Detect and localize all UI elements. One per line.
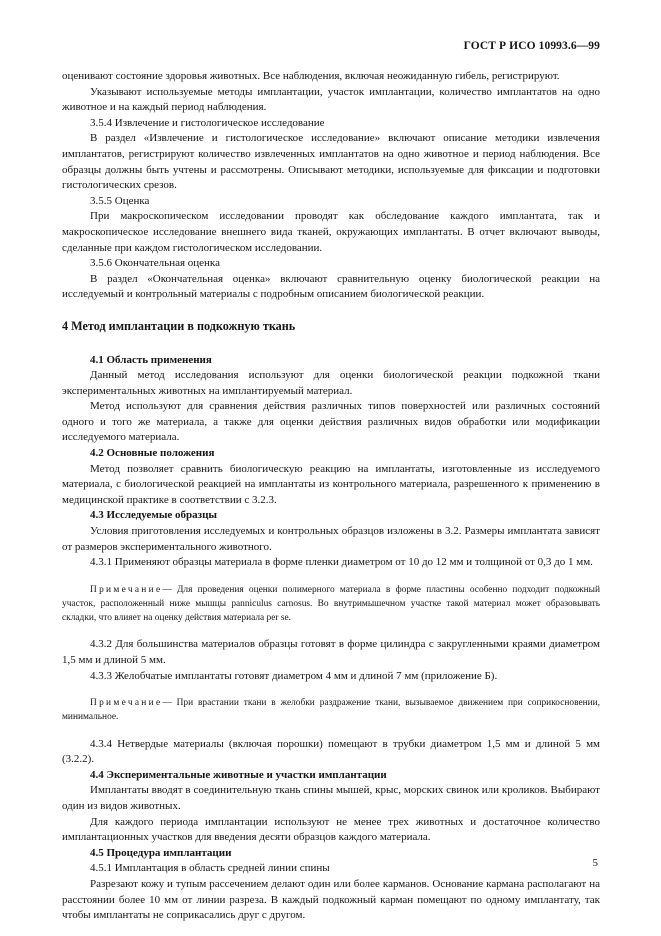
document-header: ГОСТ Р ИСО 10993.6—99 bbox=[463, 40, 600, 52]
paragraph: 4.3.4 Нетвердые материалы (включая порошки) помещают в трубки диаметром 1,5 мм и длиной 5 мм (3.2.2). bbox=[62, 737, 600, 766]
clause-heading: 4.2 Основные положения bbox=[90, 447, 215, 460]
paragraph: Указывают используемые методы имплантации, участок имплантации, количество имплантатов на одно животное и на каждый период наблюдения. bbox=[62, 85, 600, 114]
subsection-heading: 3.5.5 Оценка bbox=[90, 194, 150, 207]
note-label: Примечание bbox=[90, 698, 163, 709]
paragraph: В раздел «Извлечение и гистологическое исследование» включают описание методики извлечения имплантатов, регистрируют количество извлеченных имплантатов на одно животное и период наблюдения. Все образцы должны быть учтены и рассмотрены. Описывают методики, используемые для фиксации и подготовки гистологических срезов. bbox=[62, 132, 600, 192]
document-body bbox=[62, 69, 600, 924]
subsection-heading: 3.5.4 Извлечение и гистологическое исследование bbox=[90, 116, 325, 129]
paragraph: 4.3.2 Для большинства материалов образцы готовят в форме цилиндра с закругленными краями диаметром 1,5 мм и длиной 5 мм. bbox=[62, 638, 600, 667]
paragraph: 4.3.1 Применяют образцы материала в форме пленки диаметром от 10 до 12 мм и толщиной от 0,3 до 1 мм. bbox=[90, 556, 593, 569]
paragraph: Данный метод исследования используют для оценки биологической реакции подкожной ткани экспериментальных животных на имплантируемый материал. bbox=[62, 369, 600, 397]
clause-heading: 4.3 Исследуемые образцы bbox=[90, 509, 218, 522]
subsection-heading: 4.5.1 Имплантация в область средней линии спины bbox=[90, 862, 330, 875]
paragraph: Разрезают кожу и тупым рассечением делают один или более карманов. Основание кармана располагают на расстоянии более 10 мм от линии разреза. В каждый подкожный карман помещают по одному имплантату, так чтобы имплантаты не соприкасались друг с другом. bbox=[62, 877, 600, 922]
paragraph: Условия приготовления исследуемых и контрольных образцов изложены в 3.2. Размеры имплантата зависят от размеров экспериментального животного. bbox=[62, 525, 600, 553]
paragraph: 4.3.3 Желобчатые имплантаты готовят диаметром 4 мм и длиной 7 мм (приложение Б). bbox=[90, 669, 498, 682]
note bbox=[62, 696, 600, 724]
note-text: — При врастании ткани в желобки раздражение ткани, вызываемое движением при соприкосновении, минимальное. bbox=[62, 698, 600, 723]
clause-heading: 4.1 Область применения bbox=[90, 353, 212, 366]
note-label: Примечание bbox=[90, 584, 163, 595]
paragraph: Метод позволяет сравнить биологическую реакцию на имплантаты, изготовленные из исследуемого материала, с биологической реакцией на имплантаты из контрольного материала, разрешенного к применению в медицинской практике в соответствии с 3.2.3. bbox=[62, 462, 600, 506]
paragraph: При макроскопическом исследовании проводят как обследование каждого имплантата, так и макроскопическое исследование внешнего вида тканей, окружающих имплантаты. В отчет включают выводы, сделанные при каждом гистологическом исследовании. bbox=[62, 210, 600, 254]
page-number: 5 bbox=[592, 857, 598, 869]
note-text: — Для проведения оценки полимерного материала в форме пластины особенно подходит подкожный участок, расположенный ниже мышцы panniculus carnosus. Во внутримышечном участке такой материал может образовывать складки, что влияет на оценку действия материала per se. bbox=[62, 584, 600, 624]
clause-heading: 4.4 Экспериментальные животные и участки имплантации bbox=[90, 768, 387, 781]
paragraph: Имплантаты вводят в соединительную ткань спины мышей, крыс, морских свинок или кроликов. Выбирают один из видов животных. bbox=[62, 784, 600, 812]
paragraph: Для каждого периода имплантации используют не менее трех животных и достаточное количество имплантационных участков для введения десяти образцов каждого материала. bbox=[62, 815, 600, 844]
clause-heading: 4.5 Процедура имплантации bbox=[90, 846, 232, 859]
section-heading: 4 Метод имплантации в подкожную ткань bbox=[62, 318, 296, 333]
note bbox=[62, 583, 600, 626]
paragraph: Метод используют для сравнения действия различных типов поверхностей или различных состояний одного и того же материала, а также для оценки действия различных видов обработки или модификации исследуемого материала. bbox=[62, 400, 600, 444]
paragraph: В раздел «Окончательная оценка» включают сравнительную оценку биологической реакции на исследуемый и контрольный материалы с подробным описанием биологической реакции. bbox=[62, 272, 600, 301]
subsection-heading: 3.5.6 Окончательная оценка bbox=[90, 257, 220, 270]
paragraph: оценивают состояние здоровья животных. Все наблюдения, включая неожиданную гибель, регистрируют. bbox=[62, 70, 560, 82]
